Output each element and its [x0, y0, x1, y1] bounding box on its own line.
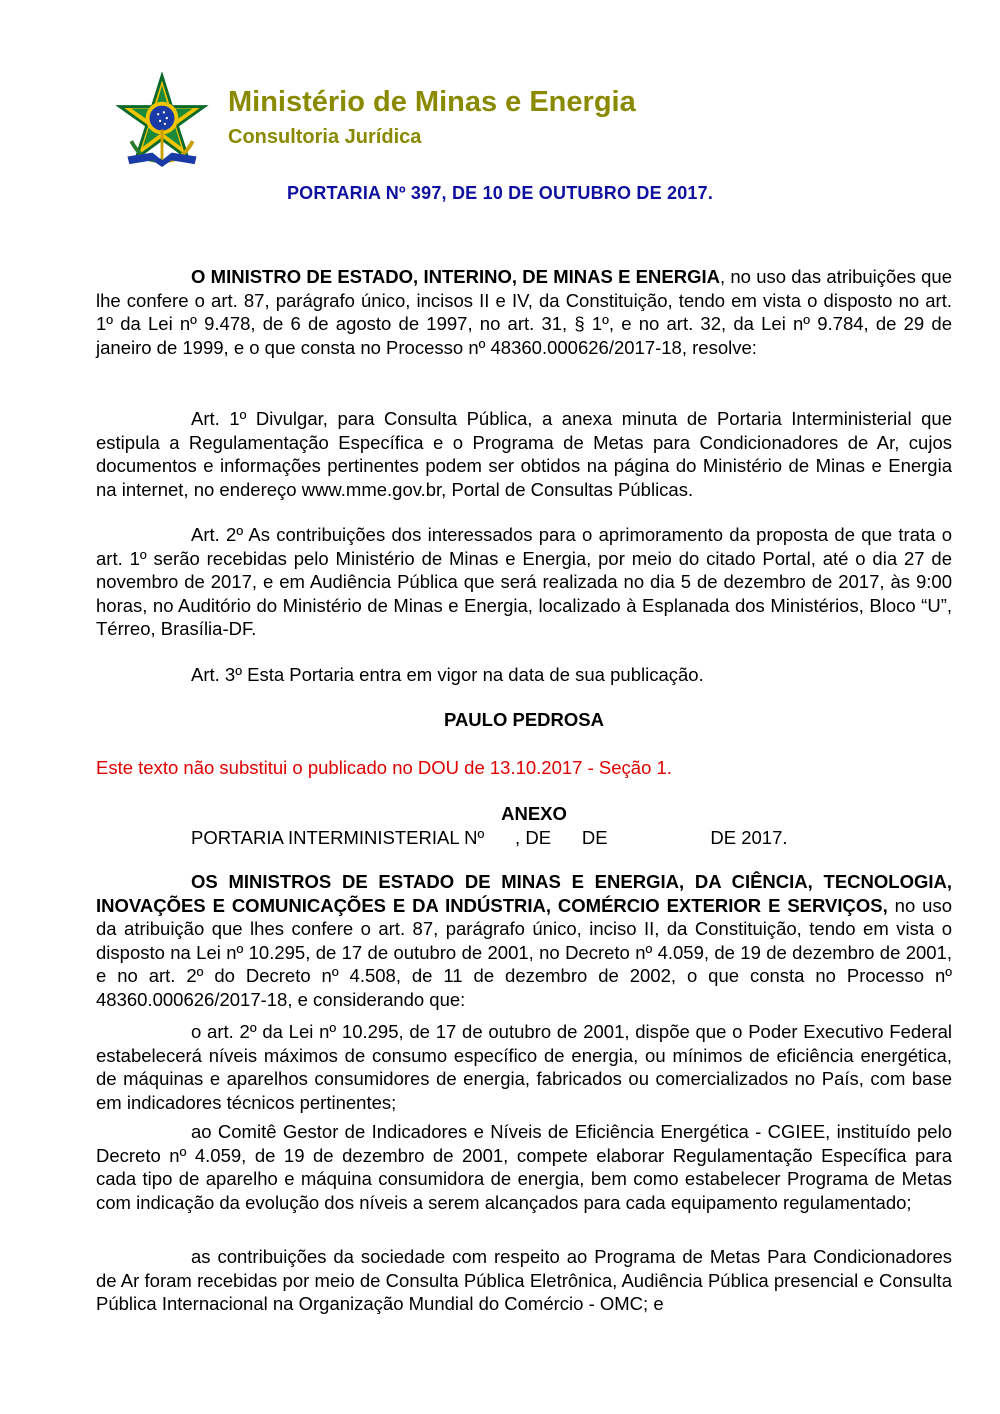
- signature-name: PAULO PEDROSA: [443, 709, 604, 730]
- article-2: [96, 523, 952, 641]
- article-1: [96, 407, 952, 501]
- article-3: [96, 663, 952, 687]
- article-3-text: Art. 3º Esta Portaria entra em vigor na data de sua publicação.: [191, 664, 704, 685]
- anexo-preamble-lead: OS MINISTROS DE ESTADO DE MINAS E ENERGIA, DA CIÊNCIA, TECNOLOGIA, INOVAÇÕES E COMUNICAÇÕES E DA INDÚSTRIA, COMÉRCIO EXTERIOR E SERVIÇOS,: [96, 871, 952, 916]
- anexo-subtitle: PORTARIA INTERMINISTERIAL Nº , DE DE DE 2017.: [191, 826, 788, 848]
- anexo-preamble: [96, 870, 952, 1011]
- considerando-1-text: o art. 2º da Lei nº 10.295, de 17 de outubro de 2001, dispõe que o Poder Executivo Federal estabelecerá níveis máximos de consumo específico de energia, ou mínimos de eficiência energética, de máquinas e aparelhos consumidores de energia, fabricados ou comercializados no País, com base em indicadores técnicos pertinentes;: [96, 1021, 952, 1113]
- considerando-1: [96, 1020, 952, 1114]
- anexo-preamble-paragraph: [96, 870, 952, 1011]
- document-body: [96, 265, 952, 359]
- notice-text: Este texto não substitui o publicado no DOU de 13.10.2017 - Seção 1.: [96, 757, 672, 778]
- org-subtitle: Consultoria Jurídica: [228, 126, 422, 148]
- preamble-paragraph: [96, 265, 952, 359]
- article-2-text: Art. 2º As contribuições dos interessados para o aprimoramento da proposta de que trata o art. 1º serão recebidas pelo Ministério de Minas e Energia, por meio do citado Portal, até o dia 27 de novembro de 2017, e em Audiência Pública que será realizada no dia 5 de dezembro de 2017, às 9:00 horas, no Auditório do Ministério de Minas e Energia, localizado à Esplanada dos Ministérios, Bloco “U”, Térreo, Brasília-DF.: [96, 524, 952, 639]
- considerando-2-text: ao Comitê Gestor de Indicadores e Níveis de Eficiência Energética - CGIEE, instituído pelo Decreto nº 4.059, de 19 de dezembro de 2001, compete elaborar Regulamentação Específica para cada tipo de aparelho e máquina consumidora de energia, bem como estabelecer Programa de Metas com indicação da evolução dos níveis a serem alcançados para cada equipamento regulamentado;: [96, 1121, 952, 1213]
- considerando-2: [96, 1120, 952, 1214]
- anexo-title: ANEXO: [501, 803, 567, 824]
- org-title: Ministério de Minas e Energia: [228, 86, 636, 118]
- preamble-text: , no uso das atribuições que lhe confere o art. 87, parágrafo único, incisos II e IV, da Constituição, tendo em vista o disposto no art. 1º da Lei nº 9.478, de 6 de agosto de 1997, no art. 31, § 1º, e no art. 32, da Lei nº 9.784, de 29 de janeiro de 1999, e o que consta no Processo nº 48360.000626/2017-18, resolve:: [96, 266, 952, 358]
- portaria-title: PORTARIA Nº 397, DE 10 DE OUTUBRO DE 2017.: [286, 183, 714, 203]
- anexo-header: [96, 802, 952, 849]
- anexo-preamble-text: no uso da atribuição que lhes confere o art. 87, parágrafo único, inciso II, da Constituição, tendo em vista o disposto na Lei nº 10.295, de 17 de outubro de 2001, no Decreto nº 4.059, de 19 de dezembro de 2001, e no art. 2º do Decreto nº 4.508, de 11 de dezembro de 2002, o que consta no Processo nº 48360.000626/2017-18, e considerando que:: [96, 894, 952, 1010]
- considerando-3-text: as contribuições da sociedade com respeito ao Programa de Metas Para Condicionadores de Ar foram recebidas por meio de Consulta Pública Eletrônica, Audiência Pública presencial e Consulta Pública Internacional na Organização Mundial do Comércio - OMC; e: [96, 1246, 952, 1314]
- signature-block: [96, 708, 952, 732]
- article-1-text: Art. 1º Divulgar, para Consulta Pública, a anexa minuta de Portaria Interministerial que estipula a Regulamentação Específica e o Programa de Metas para Condicionadores de Ar, cujos documentos e informações pertinentes podem ser obtidos na página do Ministério de Minas e Energia na internet, no endereço www.mme.gov.br, Portal de Consultas Públicas.: [96, 408, 952, 500]
- preamble-lead: O MINISTRO DE ESTADO, INTERINO, DE MINAS E ENERGIA: [191, 266, 720, 287]
- considerando-3: [96, 1245, 952, 1316]
- brazil-coat-of-arms-icon: [114, 72, 210, 168]
- publication-notice: [96, 756, 952, 780]
